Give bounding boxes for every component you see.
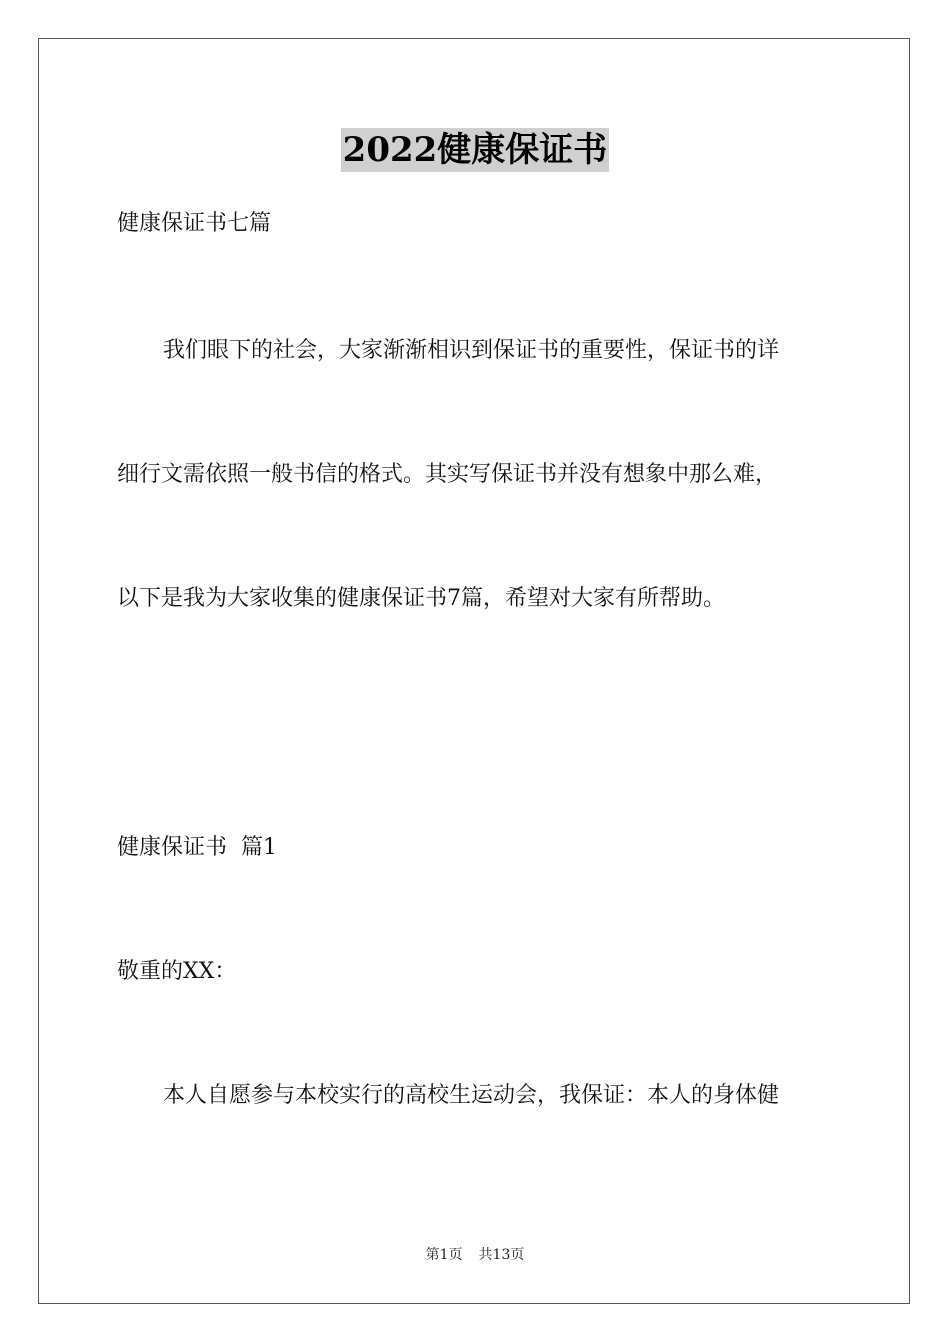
page-number: 第1页	[425, 1247, 463, 1263]
intro-line-3: 以下是我为大家收集的健康保证书7篇，希望对大家有所帮助。	[117, 586, 725, 611]
salutation: 敬重的XX：	[117, 959, 237, 984]
document-title	[0, 128, 950, 172]
intro-line-2: 细行文需依照一般书信的格式。其实写保证书并没有想象中那么难，	[117, 462, 778, 487]
section-heading: 健康保证书 篇1	[117, 835, 277, 860]
body-line: 本人自愿参与本校实行的高校生运动会，我保证：本人的身体健	[163, 1083, 780, 1108]
intro-line-1: 我们眼下的社会，大家渐渐相识到保证书的重要性，保证书的详	[163, 338, 780, 363]
page-footer	[0, 1245, 950, 1265]
page-total: 共13页	[478, 1247, 525, 1263]
document-title-text: 2022健康保证书	[342, 130, 608, 170]
document-subtitle: 健康保证书七篇	[117, 211, 272, 236]
